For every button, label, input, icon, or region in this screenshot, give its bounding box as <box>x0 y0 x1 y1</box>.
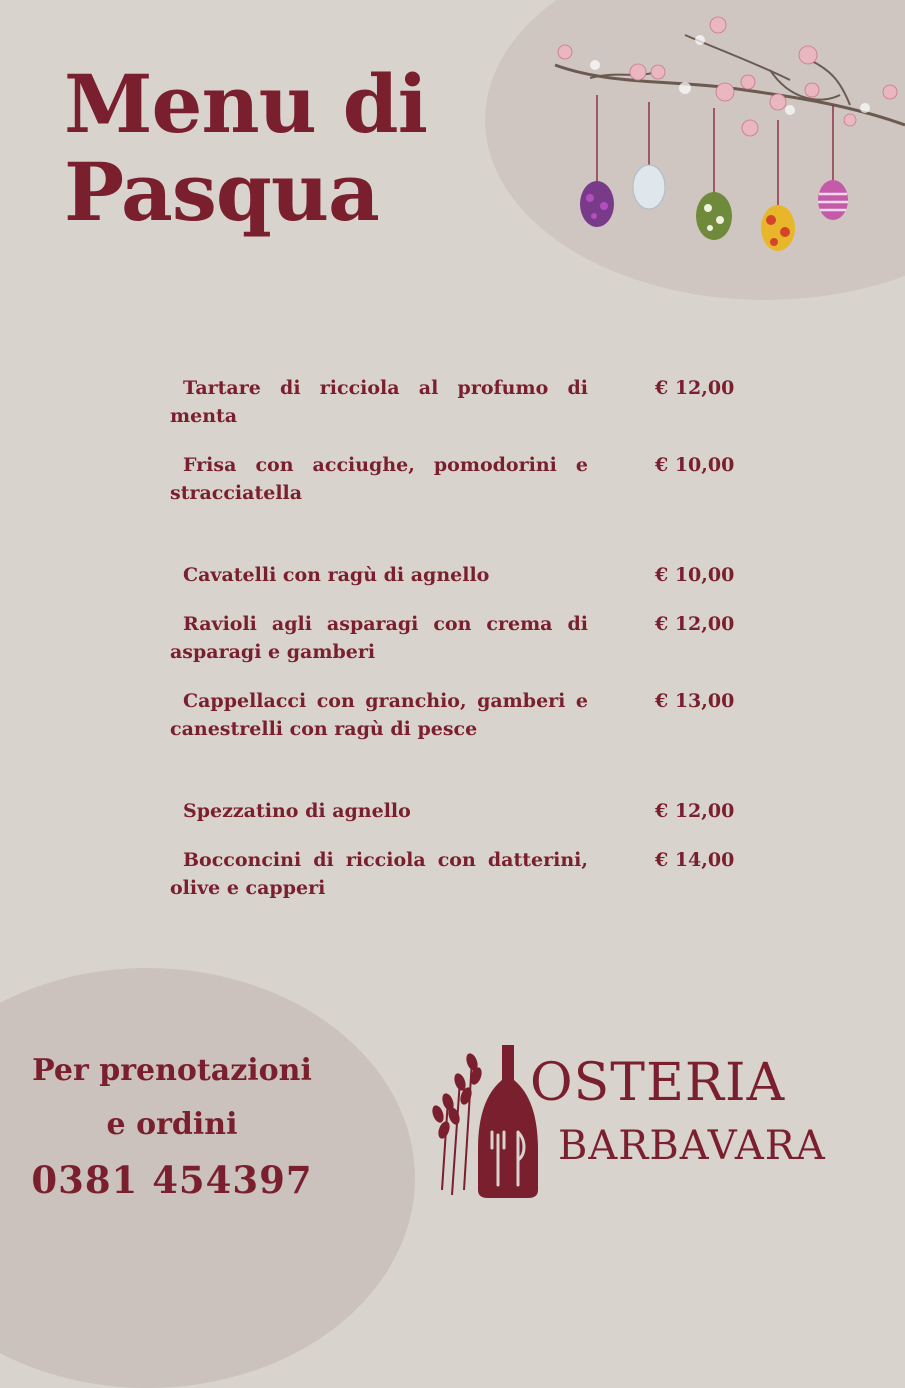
menu-item <box>170 610 750 666</box>
menu-list <box>170 374 750 923</box>
brand-name-line-1: OSTERIA <box>530 1053 786 1113</box>
menu-item-price: € 13,00 <box>655 690 735 712</box>
menu-item <box>170 374 750 430</box>
menu-item <box>170 687 750 743</box>
menu-item-name: Cappellacci con granchio, gamberi e canestrelli con ragù di pesce <box>170 690 588 740</box>
menu-item-price: € 10,00 <box>655 564 735 586</box>
contact-line-2: e ordini <box>106 1107 238 1142</box>
menu-item <box>170 451 750 507</box>
menu-item <box>170 797 750 825</box>
menu-item <box>170 561 750 589</box>
menu-item-name: Ravioli agli asparagi con crema di asparagi e gamberi <box>170 613 588 663</box>
menu-item-name: Spezzatino di agnello <box>183 800 411 822</box>
brand-logo <box>530 1048 826 1174</box>
menu-item-price: € 14,00 <box>655 849 735 871</box>
menu-item-price: € 12,00 <box>655 377 735 399</box>
menu-item-price: € 10,00 <box>655 454 735 476</box>
wine-bottle-wheat-cutlery-icon <box>430 1040 540 1200</box>
menu-section-secondi <box>170 797 750 902</box>
menu-item-name: Frisa con acciughe, pomodorini e stracciatella <box>170 454 588 504</box>
menu-item-price: € 12,00 <box>655 800 735 822</box>
page-title <box>64 57 427 239</box>
menu-item-name: Cavatelli con ragù di agnello <box>183 564 490 586</box>
menu-item-name: Bocconcini di ricciola con datterini, olive e capperi <box>170 849 588 899</box>
menu-item-name: Tartare di ricciola al profumo di menta <box>170 377 588 427</box>
reservation-contact <box>12 1044 332 1208</box>
menu-item-price: € 12,00 <box>655 613 735 635</box>
easter-eggs-branch-icon <box>550 10 905 270</box>
contact-line-1: Per prenotazioni <box>32 1053 312 1088</box>
title-line-1: Menu di <box>64 57 427 151</box>
menu-item <box>170 846 750 902</box>
phone-number: 0381 454397 <box>31 1158 313 1202</box>
title-line-2: Pasqua <box>64 145 379 239</box>
brand-name-line-2: BARBAVARA <box>558 1123 826 1169</box>
menu-section-primi <box>170 561 750 743</box>
menu-section-antipasti <box>170 374 750 507</box>
